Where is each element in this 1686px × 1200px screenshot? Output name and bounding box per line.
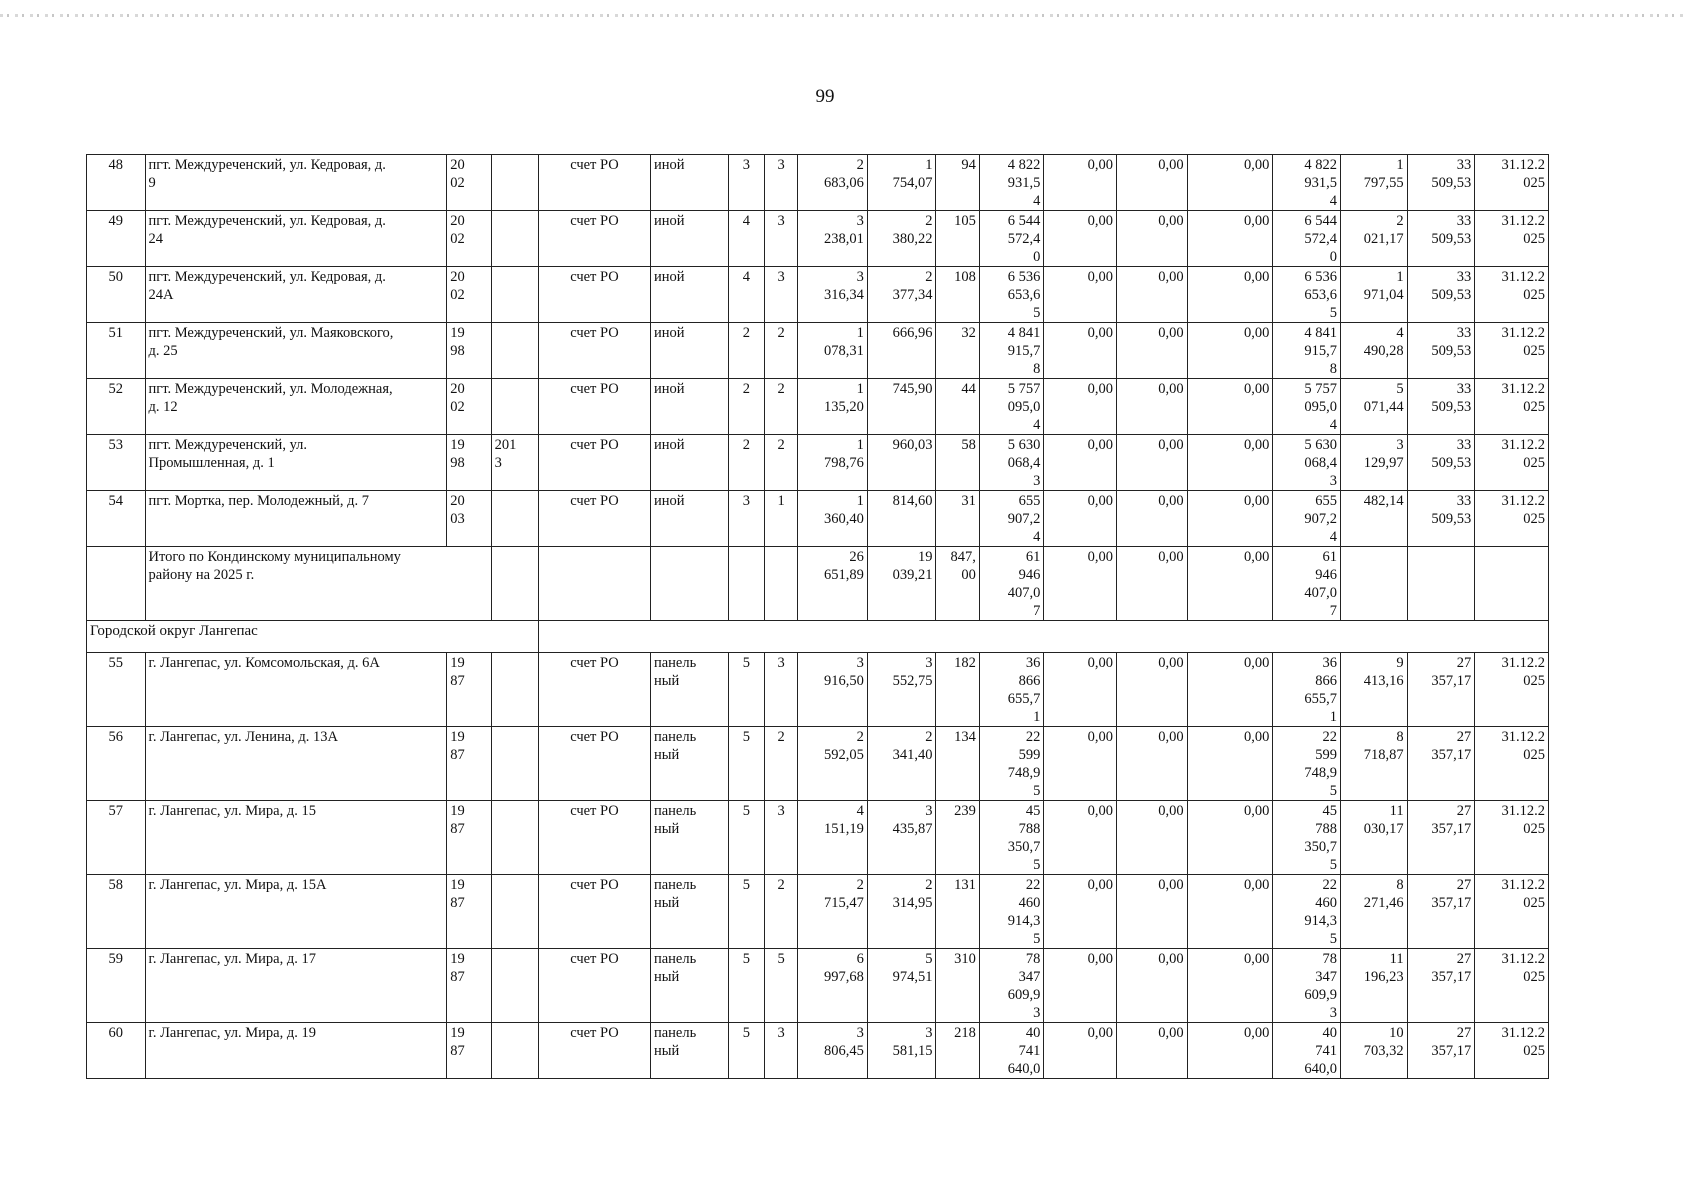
cell-unit-limit: 33 509,53 (1407, 323, 1475, 379)
cell-residents: 131 (936, 875, 979, 949)
cell-funding-regional: 0,00 (1117, 727, 1188, 801)
cell-repair-year: 201 3 (491, 435, 538, 491)
cell-funding-local: 0,00 (1187, 801, 1273, 875)
cell-funding-owners: 6 544 572,4 0 (1273, 211, 1341, 267)
cell-wall-material: иной (650, 155, 728, 211)
table-row (87, 653, 1549, 727)
cell-area-total: 3 916,50 (798, 653, 868, 727)
cell-funding-owners: 5 630 068,4 3 (1273, 435, 1341, 491)
cell-deadline: 31.12.2 025 (1475, 267, 1549, 323)
cell-build-year: 20 02 (447, 211, 491, 267)
cell-area-living: 3 552,75 (867, 653, 936, 727)
cell-area-total: 6 997,68 (798, 949, 868, 1023)
cell-wall-material: панель ный (650, 801, 728, 875)
table-row (87, 211, 1549, 267)
cell-floors: 5 (728, 653, 764, 727)
cell-fund-method: счет РО (538, 1023, 650, 1079)
cell-entrances: 5 (764, 949, 797, 1023)
cell-wall-material: панель ный (650, 1023, 728, 1079)
cell-funding-owners: 45 788 350,7 5 (1273, 801, 1341, 875)
cell-residents: 218 (936, 1023, 979, 1079)
cell-residents: 239 (936, 801, 979, 875)
cell-area-living: 2 377,34 (867, 267, 936, 323)
cell-repair-year (491, 875, 538, 949)
cell-repair-year (491, 949, 538, 1023)
cell-floors: 4 (728, 211, 764, 267)
cell-wall-material: панель ный (650, 727, 728, 801)
cell-area-total: 2 715,47 (798, 875, 868, 949)
cell-floors: 3 (728, 155, 764, 211)
cell-funding-federal: 0,00 (1044, 875, 1117, 949)
cell-entrances: 2 (764, 323, 797, 379)
cell-row-number: 53 (87, 435, 146, 491)
cell-row-number: 55 (87, 653, 146, 727)
total-cell-empty (538, 547, 650, 621)
table-row (87, 491, 1549, 547)
cell-funding-local: 0,00 (1187, 653, 1273, 727)
cell-repair-year (491, 653, 538, 727)
cell-unit-limit: 27 357,17 (1407, 727, 1475, 801)
cell-funding-federal: 0,00 (1044, 379, 1117, 435)
cell-address: пгт. Междуреченский, ул. Промышленная, д. 1 (145, 435, 447, 491)
cell-funding-regional: 0,00 (1117, 491, 1188, 547)
cell-floors: 5 (728, 1023, 764, 1079)
cell-unit-limit: 33 509,53 (1407, 211, 1475, 267)
cell-funding-federal: 0,00 (1044, 491, 1117, 547)
cell-residents: 58 (936, 435, 979, 491)
section-row (87, 621, 1549, 653)
cell-address: г. Лангепас, ул. Ленина, д. 13А (145, 727, 447, 801)
cell-deadline: 31.12.2 025 (1475, 949, 1549, 1023)
cell-area-total: 3 238,01 (798, 211, 868, 267)
cell-area-total: 1 798,76 (798, 435, 868, 491)
table-row (87, 1023, 1549, 1079)
cell-funding-local: 0,00 (1187, 727, 1273, 801)
cell-entrances: 3 (764, 267, 797, 323)
cell-funding-owners: 5 757 095,0 4 (1273, 379, 1341, 435)
cell-address: г. Лангепас, ул. Мира, д. 17 (145, 949, 447, 1023)
cell-unit-limit: 33 509,53 (1407, 379, 1475, 435)
cell-unit-limit: 27 357,17 (1407, 653, 1475, 727)
cell-cost-total: 22 460 914,3 5 (979, 875, 1044, 949)
cell-unit-cost: 5 071,44 (1341, 379, 1408, 435)
cell-area-total: 3 806,45 (798, 1023, 868, 1079)
cell-floors: 5 (728, 727, 764, 801)
cell-funding-owners: 22 599 748,9 5 (1273, 727, 1341, 801)
cell-funding-regional: 0,00 (1117, 435, 1188, 491)
cell-funding-regional: 0,00 (1117, 653, 1188, 727)
cell-funding-owners: 22 460 914,3 5 (1273, 875, 1341, 949)
cell-funding-local: 0,00 (1187, 875, 1273, 949)
cell-cost-total: 6 544 572,4 0 (979, 211, 1044, 267)
cell-row-number: 60 (87, 1023, 146, 1079)
cell-cost-total: 4 822 931,5 4 (979, 155, 1044, 211)
cell-area-living: 745,90 (867, 379, 936, 435)
cell-deadline: 31.12.2 025 (1475, 491, 1549, 547)
cell-funding-local: 0,00 (1187, 323, 1273, 379)
cell-wall-material: иной (650, 211, 728, 267)
cell-residents: 134 (936, 727, 979, 801)
cell-floors: 5 (728, 875, 764, 949)
cell-address: г. Лангепас, ул. Мира, д. 19 (145, 1023, 447, 1079)
total-cell-empty (764, 547, 797, 621)
cell-area-living: 1 754,07 (867, 155, 936, 211)
total-cost: 61 946 407,0 7 (979, 547, 1044, 621)
cell-floors: 4 (728, 267, 764, 323)
cell-area-living: 2 341,40 (867, 727, 936, 801)
cell-wall-material: иной (650, 491, 728, 547)
cell-unit-limit: 33 509,53 (1407, 491, 1475, 547)
cell-area-living: 2 380,22 (867, 211, 936, 267)
scan-edge (0, 14, 1686, 17)
cell-funding-regional: 0,00 (1117, 379, 1188, 435)
cell-cost-total: 78 347 609,9 3 (979, 949, 1044, 1023)
cell-floors: 5 (728, 801, 764, 875)
cell-funding-regional: 0,00 (1117, 323, 1188, 379)
cell-wall-material: панель ный (650, 653, 728, 727)
cell-funding-federal: 0,00 (1044, 949, 1117, 1023)
table-row (87, 323, 1549, 379)
cell-floors: 2 (728, 435, 764, 491)
cell-entrances: 2 (764, 379, 797, 435)
cell-entrances: 3 (764, 155, 797, 211)
cell-address: пгт. Междуреченский, ул. Молодежная, д. 12 (145, 379, 447, 435)
cell-unit-limit: 27 357,17 (1407, 1023, 1475, 1079)
cell-floors: 3 (728, 491, 764, 547)
cell-residents: 310 (936, 949, 979, 1023)
cell-funding-local: 0,00 (1187, 155, 1273, 211)
cell-funding-regional: 0,00 (1117, 949, 1188, 1023)
table-row (87, 435, 1549, 491)
cell-repair-year (491, 211, 538, 267)
cell-repair-year (491, 491, 538, 547)
cell-funding-local: 0,00 (1187, 211, 1273, 267)
cell-unit-limit: 33 509,53 (1407, 267, 1475, 323)
cell-unit-limit: 33 509,53 (1407, 435, 1475, 491)
cell-wall-material: панель ный (650, 949, 728, 1023)
cell-unit-cost: 11 196,23 (1341, 949, 1408, 1023)
cell-residents: 44 (936, 379, 979, 435)
total-residents: 847, 00 (936, 547, 979, 621)
registry-total (87, 547, 1549, 653)
cell-entrances: 2 (764, 727, 797, 801)
cell-residents: 94 (936, 155, 979, 211)
cell-address: пгт. Междуреченский, ул. Кедровая, д. 24А (145, 267, 447, 323)
cell-build-year: 20 03 (447, 491, 491, 547)
cell-funding-regional: 0,00 (1117, 1023, 1188, 1079)
cell-residents: 31 (936, 491, 979, 547)
cell-deadline: 31.12.2 025 (1475, 727, 1549, 801)
table-row (87, 949, 1549, 1023)
cell-repair-year (491, 323, 538, 379)
table-row (87, 267, 1549, 323)
cell-build-year: 19 98 (447, 323, 491, 379)
cell-build-year: 19 87 (447, 727, 491, 801)
registry-body-part-a (87, 155, 1549, 547)
cell-row-number: 54 (87, 491, 146, 547)
cell-area-total: 3 316,34 (798, 267, 868, 323)
cell-fund-method: счет РО (538, 155, 650, 211)
cell-cost-total: 5 757 095,0 4 (979, 379, 1044, 435)
total-cell-empty (1341, 547, 1408, 621)
total-zero-1: 0,00 (1044, 547, 1117, 621)
total-cost-2: 61 946 407,0 7 (1273, 547, 1341, 621)
cell-wall-material: панель ный (650, 875, 728, 949)
cell-deadline: 31.12.2 025 (1475, 211, 1549, 267)
cell-area-living: 960,03 (867, 435, 936, 491)
cell-wall-material: иной (650, 379, 728, 435)
page-number: 99 (815, 86, 835, 107)
cell-funding-owners: 655 907,2 4 (1273, 491, 1341, 547)
total-cell-empty (87, 547, 146, 621)
cell-cost-total: 6 536 653,6 5 (979, 267, 1044, 323)
cell-area-total: 4 151,19 (798, 801, 868, 875)
cell-unit-cost: 2 021,17 (1341, 211, 1408, 267)
cell-area-total: 1 360,40 (798, 491, 868, 547)
cell-funding-owners: 4 841 915,7 8 (1273, 323, 1341, 379)
cell-deadline: 31.12.2 025 (1475, 1023, 1549, 1079)
cell-wall-material: иной (650, 323, 728, 379)
cell-entrances: 3 (764, 211, 797, 267)
cell-fund-method: счет РО (538, 267, 650, 323)
cell-entrances: 3 (764, 801, 797, 875)
cell-cost-total: 22 599 748,9 5 (979, 727, 1044, 801)
cell-row-number: 52 (87, 379, 146, 435)
cell-address: пгт. Междуреченский, ул. Маяковского, д. 25 (145, 323, 447, 379)
cell-repair-year (491, 1023, 538, 1079)
cell-address: пгт. Междуреченский, ул. Кедровая, д. 9 (145, 155, 447, 211)
cell-build-year: 20 02 (447, 155, 491, 211)
cell-funding-owners: 6 536 653,6 5 (1273, 267, 1341, 323)
cell-fund-method: счет РО (538, 653, 650, 727)
cell-repair-year (491, 379, 538, 435)
cell-deadline: 31.12.2 025 (1475, 379, 1549, 435)
cell-funding-regional: 0,00 (1117, 801, 1188, 875)
cell-deadline: 31.12.2 025 (1475, 155, 1549, 211)
cell-wall-material: иной (650, 435, 728, 491)
cell-funding-owners: 36 866 655,7 1 (1273, 653, 1341, 727)
cell-funding-local: 0,00 (1187, 491, 1273, 547)
cell-fund-method: счет РО (538, 949, 650, 1023)
total-area-living: 19 039,21 (867, 547, 936, 621)
cell-unit-cost: 10 703,32 (1341, 1023, 1408, 1079)
cell-cost-total: 45 788 350,7 5 (979, 801, 1044, 875)
cell-repair-year (491, 155, 538, 211)
registry-body-part-b (87, 653, 1549, 1079)
cell-unit-cost: 482,14 (1341, 491, 1408, 547)
cell-residents: 105 (936, 211, 979, 267)
cell-unit-cost: 8 718,87 (1341, 727, 1408, 801)
total-cell-empty (1475, 547, 1549, 621)
cell-funding-federal: 0,00 (1044, 267, 1117, 323)
cell-row-number: 57 (87, 801, 146, 875)
table-row (87, 801, 1549, 875)
cell-deadline: 31.12.2 025 (1475, 875, 1549, 949)
cell-area-living: 814,60 (867, 491, 936, 547)
cell-funding-federal: 0,00 (1044, 801, 1117, 875)
cell-floors: 5 (728, 949, 764, 1023)
cell-entrances: 1 (764, 491, 797, 547)
cell-cost-total: 4 841 915,7 8 (979, 323, 1044, 379)
cell-funding-local: 0,00 (1187, 949, 1273, 1023)
cell-row-number: 56 (87, 727, 146, 801)
cell-entrances: 2 (764, 435, 797, 491)
total-row (87, 547, 1549, 621)
cell-funding-federal: 0,00 (1044, 211, 1117, 267)
cell-repair-year (491, 801, 538, 875)
total-area-total: 26 651,89 (798, 547, 868, 621)
cell-funding-regional: 0,00 (1117, 155, 1188, 211)
table-row (87, 727, 1549, 801)
total-cell-empty (491, 547, 538, 621)
cell-funding-owners: 4 822 931,5 4 (1273, 155, 1341, 211)
cell-fund-method: счет РО (538, 801, 650, 875)
cell-deadline: 31.12.2 025 (1475, 435, 1549, 491)
cell-funding-federal: 0,00 (1044, 727, 1117, 801)
cell-unit-cost: 3 129,97 (1341, 435, 1408, 491)
cell-funding-federal: 0,00 (1044, 435, 1117, 491)
total-zero-2: 0,00 (1117, 547, 1188, 621)
total-cell-empty (1407, 547, 1475, 621)
cell-entrances: 3 (764, 1023, 797, 1079)
total-label: Итого по Кондинскому муниципальному району на 2025 г. (145, 547, 491, 621)
cell-build-year: 19 87 (447, 949, 491, 1023)
table-row (87, 155, 1549, 211)
cell-entrances: 2 (764, 875, 797, 949)
cell-build-year: 19 87 (447, 653, 491, 727)
cell-area-living: 5 974,51 (867, 949, 936, 1023)
cell-address: г. Лангепас, ул. Мира, д. 15 (145, 801, 447, 875)
cell-funding-regional: 0,00 (1117, 211, 1188, 267)
cell-repair-year (491, 727, 538, 801)
cell-area-total: 2 683,06 (798, 155, 868, 211)
cell-fund-method: счет РО (538, 211, 650, 267)
cell-unit-limit: 27 357,17 (1407, 875, 1475, 949)
cell-address: пгт. Междуреченский, ул. Кедровая, д. 24 (145, 211, 447, 267)
cell-row-number: 59 (87, 949, 146, 1023)
cell-funding-regional: 0,00 (1117, 267, 1188, 323)
cell-floors: 2 (728, 379, 764, 435)
cell-funding-local: 0,00 (1187, 1023, 1273, 1079)
cell-fund-method: счет РО (538, 323, 650, 379)
cell-area-total: 2 592,05 (798, 727, 868, 801)
cell-row-number: 49 (87, 211, 146, 267)
cell-row-number: 50 (87, 267, 146, 323)
cell-unit-limit: 27 357,17 (1407, 949, 1475, 1023)
section-row-rest (538, 621, 1548, 653)
cell-build-year: 20 02 (447, 379, 491, 435)
cell-unit-cost: 1 797,55 (1341, 155, 1408, 211)
cell-build-year: 19 87 (447, 875, 491, 949)
cell-floors: 2 (728, 323, 764, 379)
cell-residents: 32 (936, 323, 979, 379)
cell-fund-method: счет РО (538, 875, 650, 949)
cell-wall-material: иной (650, 267, 728, 323)
cell-unit-cost: 8 271,46 (1341, 875, 1408, 949)
cell-row-number: 58 (87, 875, 146, 949)
section-title: Городской округ Лангепас (87, 621, 539, 653)
cell-funding-local: 0,00 (1187, 267, 1273, 323)
cell-address: г. Лангепас, ул. Мира, д. 15А (145, 875, 447, 949)
table-row (87, 875, 1549, 949)
cell-unit-limit: 27 357,17 (1407, 801, 1475, 875)
cell-unit-limit: 33 509,53 (1407, 155, 1475, 211)
cell-unit-cost: 4 490,28 (1341, 323, 1408, 379)
cell-funding-federal: 0,00 (1044, 1023, 1117, 1079)
total-cell-empty (728, 547, 764, 621)
table-row (87, 379, 1549, 435)
cell-fund-method: счет РО (538, 379, 650, 435)
cell-deadline: 31.12.2 025 (1475, 323, 1549, 379)
cell-build-year: 19 87 (447, 1023, 491, 1079)
cell-cost-total: 36 866 655,7 1 (979, 653, 1044, 727)
cell-deadline: 31.12.2 025 (1475, 653, 1549, 727)
cell-funding-federal: 0,00 (1044, 653, 1117, 727)
cell-residents: 182 (936, 653, 979, 727)
cell-build-year: 19 87 (447, 801, 491, 875)
cell-funding-local: 0,00 (1187, 435, 1273, 491)
cell-area-living: 3 581,15 (867, 1023, 936, 1079)
cell-address: пгт. Мортка, пер. Молодежный, д. 7 (145, 491, 447, 547)
cell-fund-method: счет РО (538, 727, 650, 801)
total-cell-empty (650, 547, 728, 621)
cell-area-living: 666,96 (867, 323, 936, 379)
cell-funding-local: 0,00 (1187, 379, 1273, 435)
cell-area-total: 1 078,31 (798, 323, 868, 379)
cell-fund-method: счет РО (538, 491, 650, 547)
cell-row-number: 48 (87, 155, 146, 211)
cell-area-total: 1 135,20 (798, 379, 868, 435)
cell-row-number: 51 (87, 323, 146, 379)
cell-build-year: 19 98 (447, 435, 491, 491)
cell-area-living: 2 314,95 (867, 875, 936, 949)
cell-unit-cost: 9 413,16 (1341, 653, 1408, 727)
registry-table (86, 154, 1549, 1079)
cell-residents: 108 (936, 267, 979, 323)
cell-funding-owners: 78 347 609,9 3 (1273, 949, 1341, 1023)
cell-unit-cost: 11 030,17 (1341, 801, 1408, 875)
cell-funding-regional: 0,00 (1117, 875, 1188, 949)
cell-entrances: 3 (764, 653, 797, 727)
cell-funding-federal: 0,00 (1044, 155, 1117, 211)
cell-repair-year (491, 267, 538, 323)
cell-area-living: 3 435,87 (867, 801, 936, 875)
cell-cost-total: 655 907,2 4 (979, 491, 1044, 547)
total-zero-3: 0,00 (1187, 547, 1273, 621)
cell-funding-federal: 0,00 (1044, 323, 1117, 379)
cell-cost-total: 40 741 640,0 (979, 1023, 1044, 1079)
cell-address: г. Лангепас, ул. Комсомольская, д. 6А (145, 653, 447, 727)
cell-unit-cost: 1 971,04 (1341, 267, 1408, 323)
cell-build-year: 20 02 (447, 267, 491, 323)
cell-fund-method: счет РО (538, 435, 650, 491)
cell-deadline: 31.12.2 025 (1475, 801, 1549, 875)
cell-cost-total: 5 630 068,4 3 (979, 435, 1044, 491)
cell-funding-owners: 40 741 640,0 (1273, 1023, 1341, 1079)
